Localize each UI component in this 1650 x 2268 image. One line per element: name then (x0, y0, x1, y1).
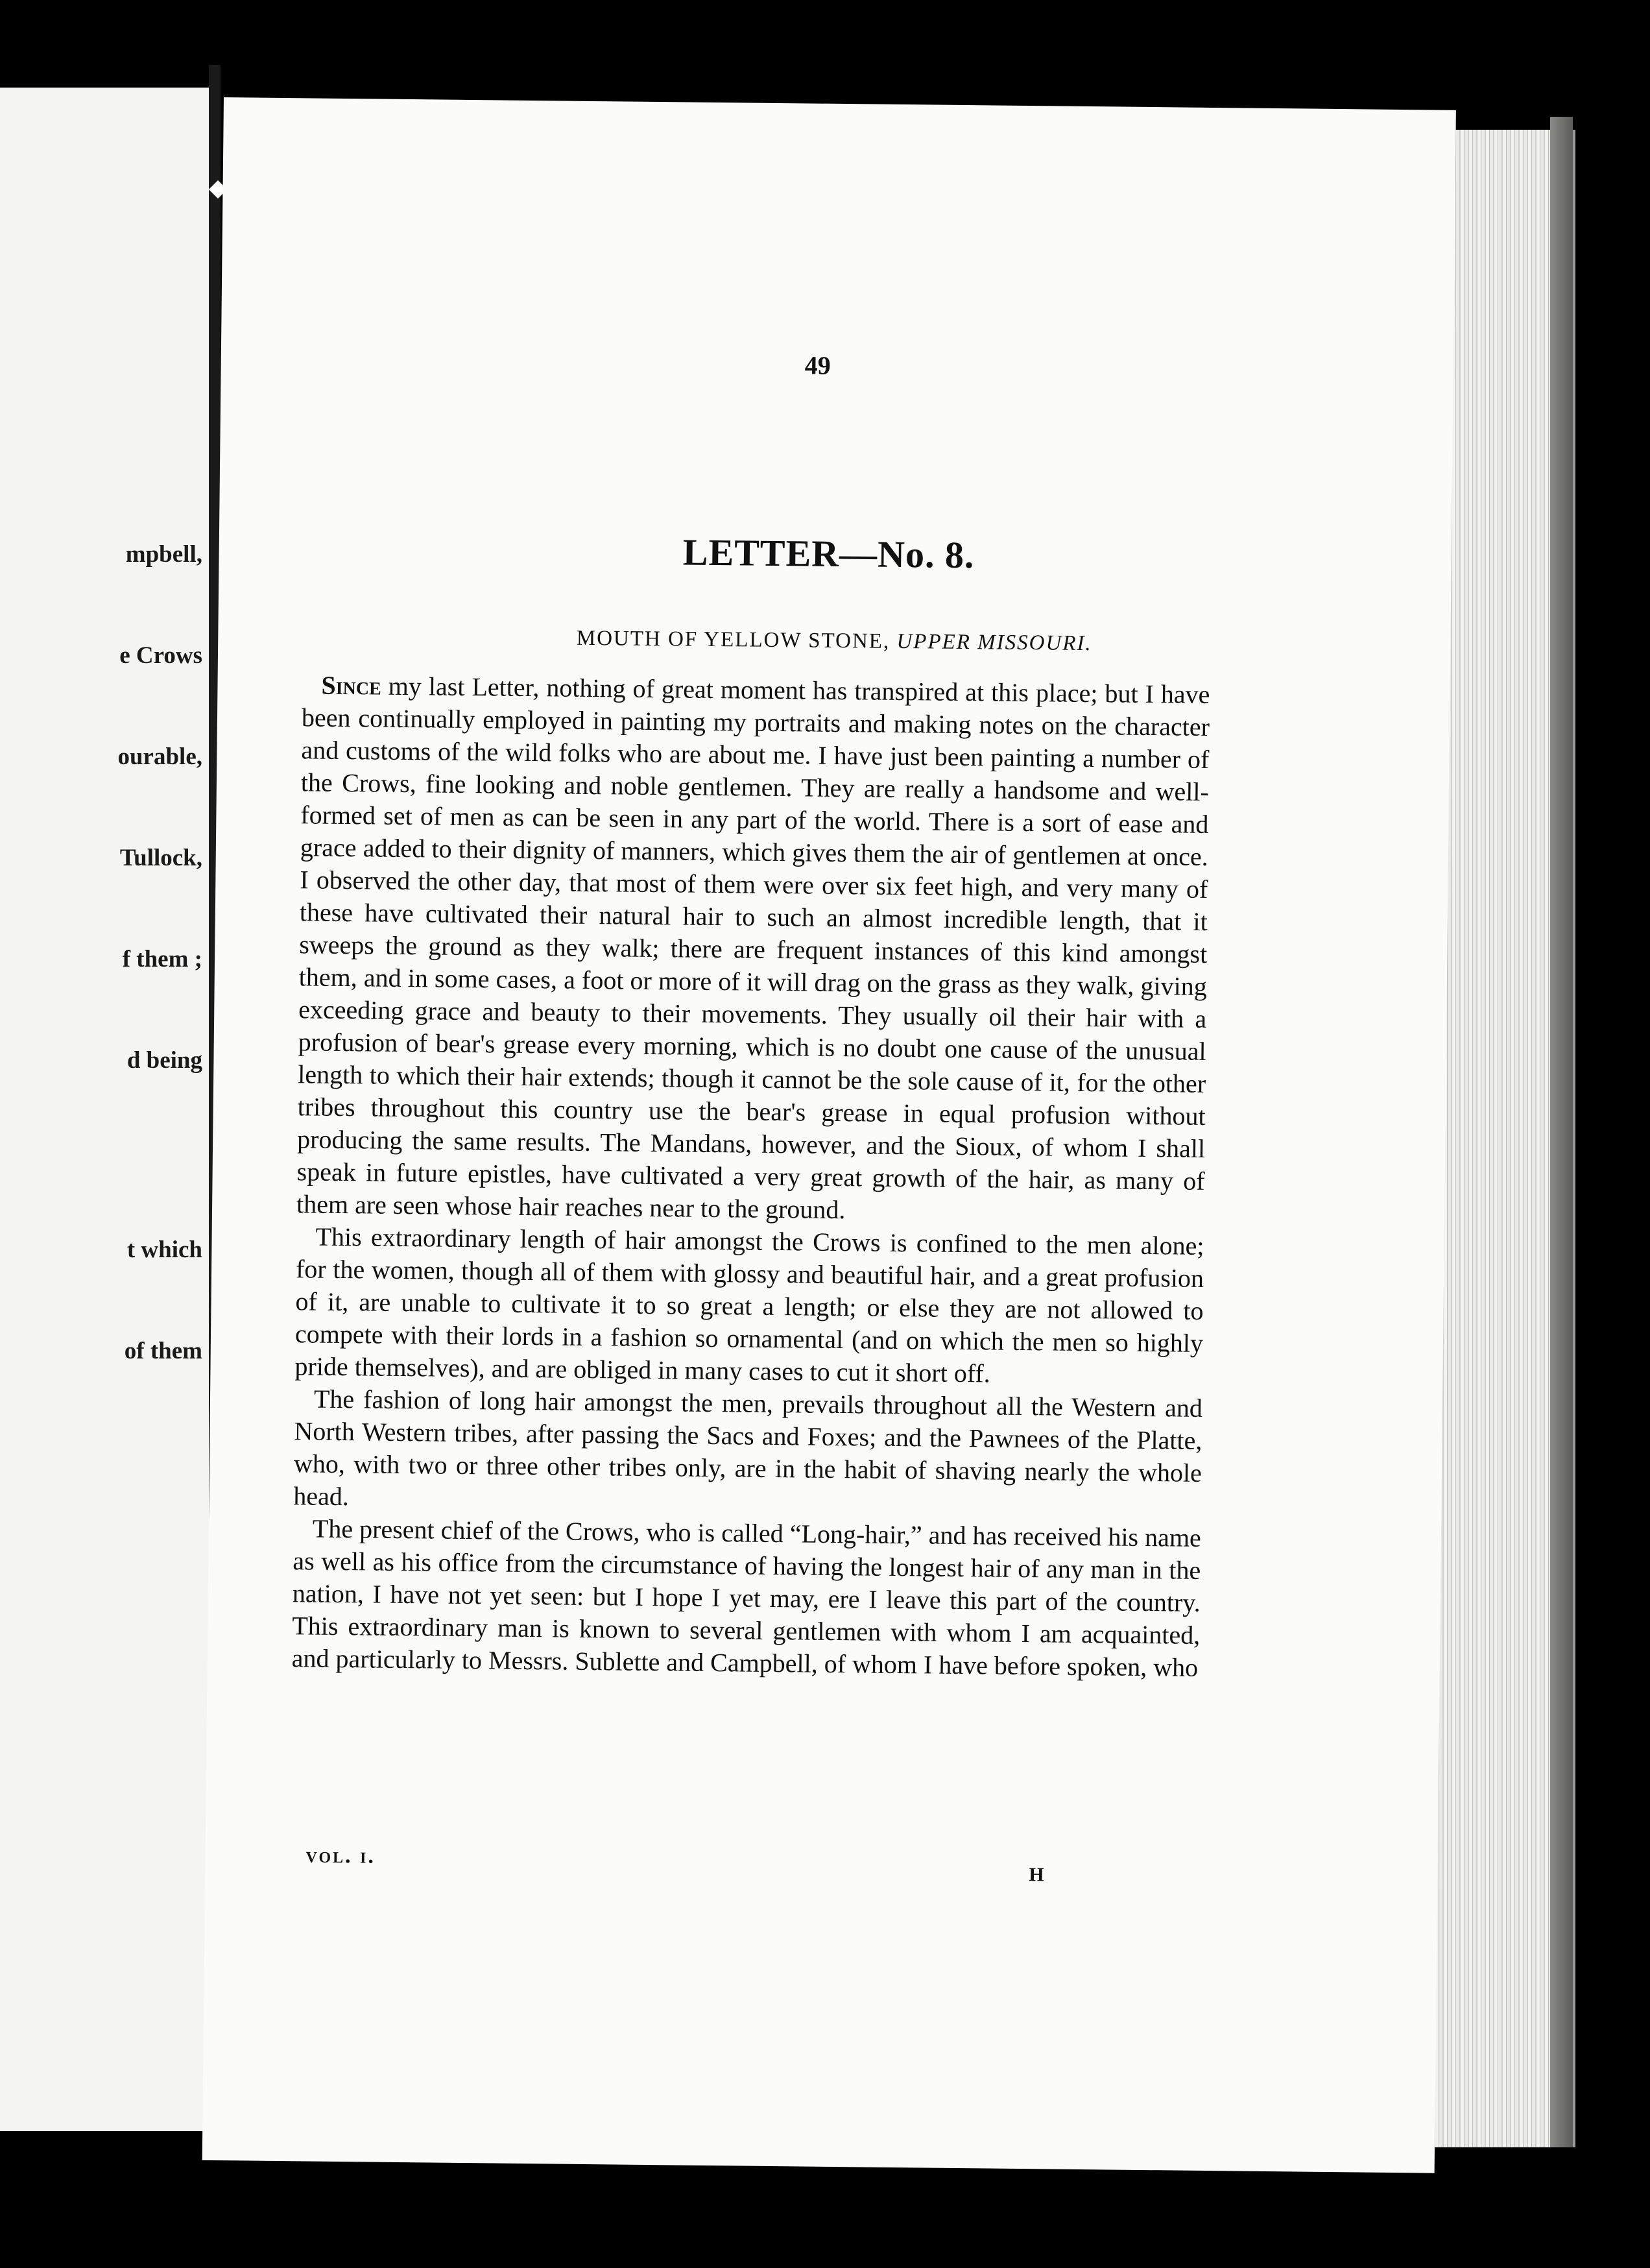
paragraph (294, 1220, 1204, 1392)
subtitle-region: UPPER MISSOURI. (896, 629, 1092, 656)
left-line: f them ; (122, 946, 202, 972)
paragraph (292, 1512, 1202, 1684)
left-line: of them (124, 1338, 202, 1364)
body-text (292, 669, 1210, 1684)
letter-title: LETTER—No. 8. (682, 531, 975, 577)
paragraph-text: The fashion of long hair amongst the men, prevails throughout all the Western and North Western tribes, after passing the Sacs and Foxes; and the Pawnees of the Platte, who, with two or three other tribes only, are in the habit of shaving nearly the whole head. (293, 1384, 1203, 1512)
left-line: d being (126, 1047, 202, 1074)
left-gap (117, 1145, 202, 1166)
drop-lead: Since (321, 670, 382, 701)
volume-marker: vol. i. (305, 1843, 376, 1868)
left-line: e Crows (119, 642, 202, 669)
subtitle-location: MOUTH OF YELLOW STONE, (576, 626, 897, 653)
left-line: ourable, (117, 743, 202, 770)
letter-subtitle (477, 625, 1191, 657)
page-number: 49 (804, 350, 831, 380)
signature-mark: H (1029, 1864, 1044, 1886)
paragraph-text: my last Letter, nothing of great moment has transpired at this place; but I have been continually employed in painting my portraits and making notes on the character and customs of the wild folks who are about me. I have just been painting a number of the Crows, fine looking and noble gentlemen. They are really a handsome and well-formed set of men as can be seen in any part of the world. There is a sort of ease and grace added to their dignity of manners, which gives them the air of gentlemen at once. I observed the other day, that most of them were over six feet high, and very many of these have cultivated their natural hair to such an almost incredible length, that it sweeps the ground as they walk; there are frequent instances of this kind amongst them, and in some cases, a foot or more of it will drag on the grass as they walk, giving exceeding grace and beauty to their movements. They usually oil their hair with a profusion of bear's grease every morning, which is no doubt one cause of the unusual length to which their hair extends; though it cannot be the sole cause of it, for the other tribes throughout this country use the bear's grease in equal profusion without producing the same results. The Mandans, however, and the Sioux, of whom I shall speak in future epistles, have cultivated a very great growth of the hair, as many of them are seen whose hair reaches near to the ground. (296, 671, 1210, 1225)
left-line: t which (126, 1237, 202, 1263)
paragraph (296, 669, 1210, 1230)
left-line: mpbell, (125, 541, 202, 568)
paragraph-text: This extraordinary length of hair amongst the Crows is confined to the men alone; for the women, though all of them with glossy and beautiful hair, and a great profusion of it, are unable to cultivate it to so great a length; or else they are not allowed to compete with their lords in a fashion so ornamental (and on which the men so highly pride themselves), and are obliged in many cases to cut it short off. (294, 1222, 1204, 1388)
left-page (0, 88, 213, 2131)
left-line: Tullock, (119, 845, 202, 871)
book-edge-shadow (1550, 117, 1573, 2147)
paragraph (293, 1382, 1202, 1522)
left-page-text (117, 470, 202, 1436)
right-page (202, 97, 1456, 2173)
paragraph-text: The present chief of the Crows, who is called “Long-hair,” and has received his name as well as his office from the circumstance of having the longest hair of any man in the nation, I have not yet seen: but I hope I yet may, ere I leave this part of the country. This extraordinary man is known to several gentlemen with whom I am acquainted, and particularly to Messrs. Sublette and Campbell, of whom I have before spoken, who (291, 1514, 1202, 1682)
